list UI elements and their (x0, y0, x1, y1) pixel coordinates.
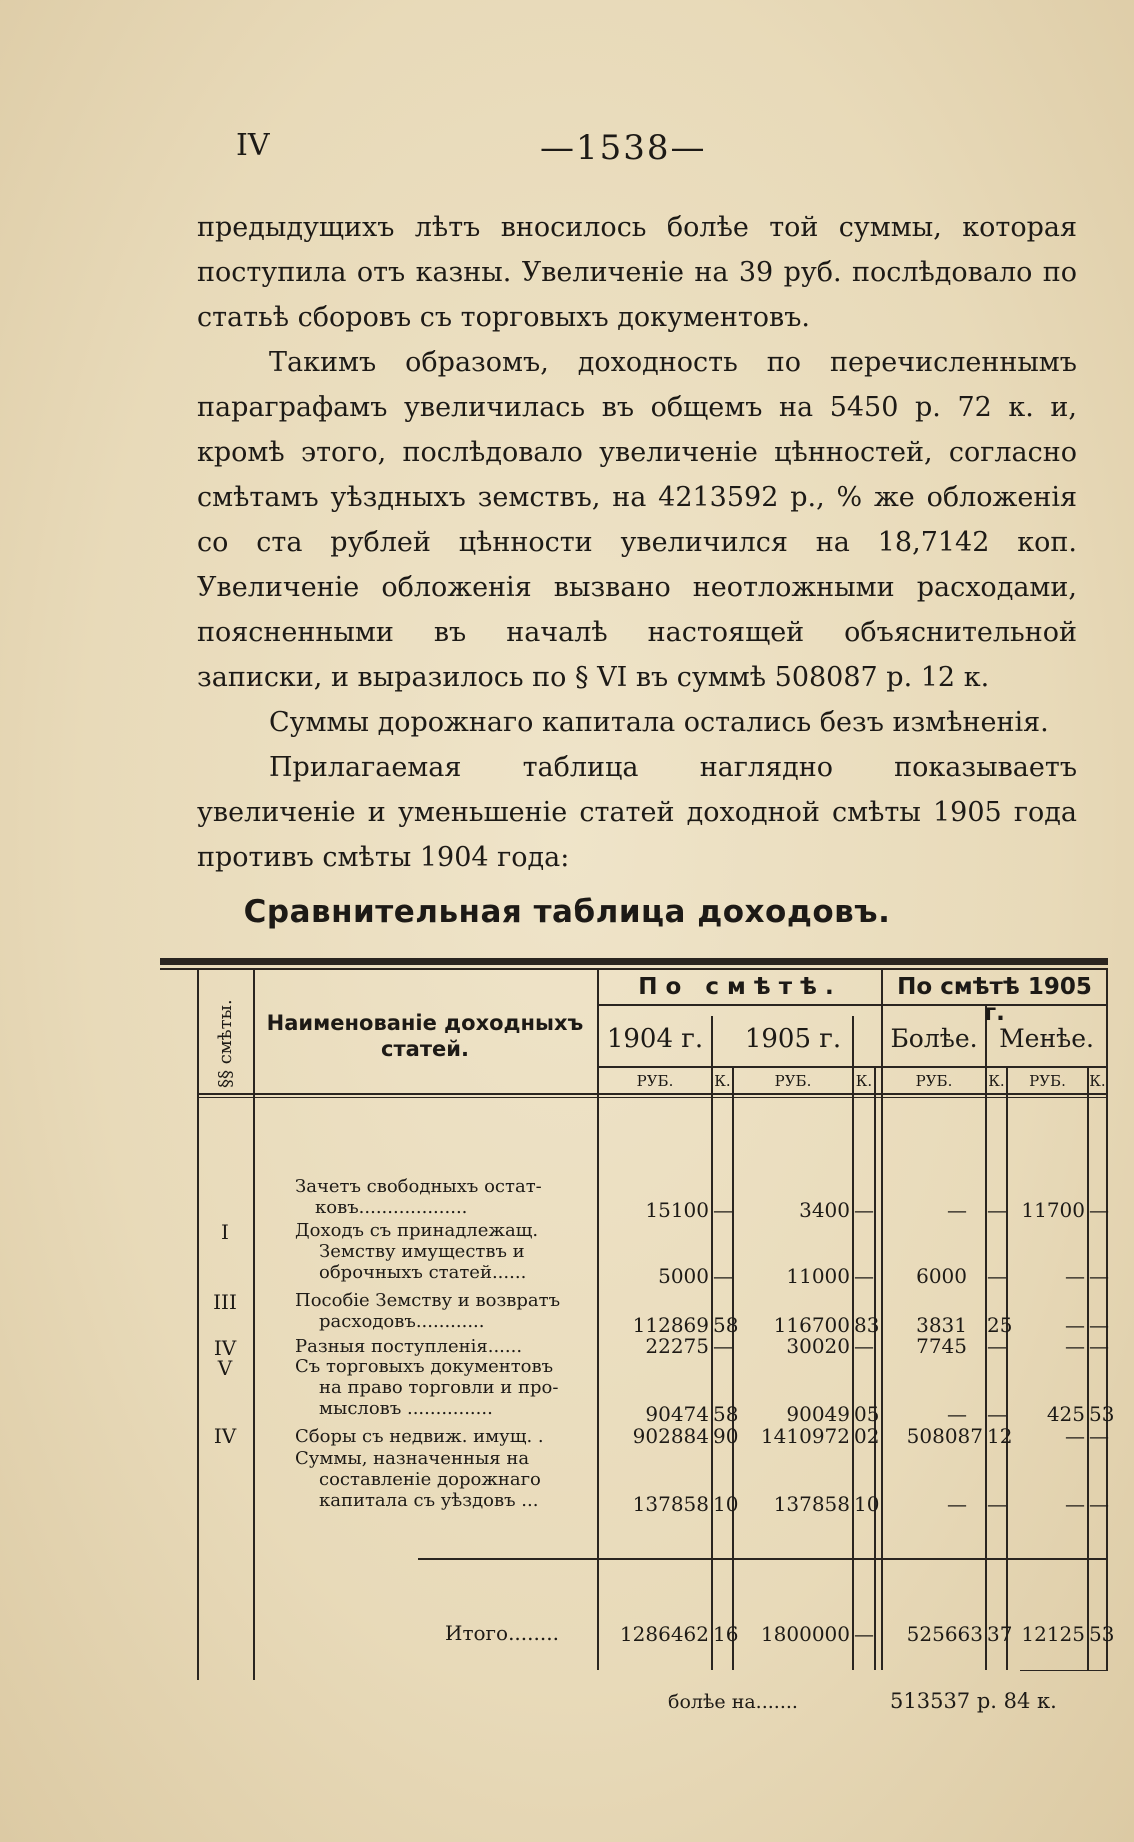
value-1905: 3400 (799, 1198, 850, 1222)
page-header (0, 128, 1134, 168)
total-kop: 16 (713, 1622, 739, 1646)
row-name-line: оброчныхъ статей...... (319, 1262, 527, 1283)
value-less: 425 (1046, 1402, 1085, 1426)
kop-value: 53 (1089, 1402, 1115, 1426)
kop-value: — (1089, 1313, 1109, 1337)
total-rule-bottom (1020, 1670, 1108, 1671)
page-number: —1538— (540, 128, 707, 168)
row-name (295, 1220, 595, 1283)
kop-1904: К. (714, 1072, 731, 1090)
value-1905: 116700 (773, 1313, 850, 1337)
row-divider-thin (197, 1097, 1108, 1098)
row-name-line: расходовъ............ (319, 1311, 485, 1332)
row-section: I (221, 1220, 229, 1244)
value-1904: 137858 (632, 1492, 709, 1516)
col-divider (732, 1068, 734, 1670)
value-more: 6000 (916, 1264, 967, 1288)
row-name-line: на право торговли и про- (319, 1377, 559, 1398)
estimate-group-header: По смѣтѣ. (638, 974, 842, 1000)
kop-value: — (713, 1334, 733, 1358)
total-1905: 1800000 (760, 1622, 850, 1646)
kop-value: 58 (713, 1402, 739, 1426)
footer-label: болѣе на....... (668, 1691, 798, 1713)
kop-more: К. (988, 1072, 1005, 1090)
table-title: Сравнительная таблица доходовъ. (243, 894, 891, 930)
row-section: III (213, 1290, 237, 1314)
value-less: — (1065, 1264, 1085, 1288)
value-more: 7745 (916, 1334, 967, 1358)
row-name (295, 1426, 595, 1447)
total-kop: 53 (1089, 1622, 1115, 1646)
paragraph: Суммы дорожнаго капитала остались безъ измѣненія. (269, 707, 1049, 738)
row-name-line: Суммы, назначенныя на (295, 1448, 530, 1469)
kop-value: 58 (713, 1313, 739, 1337)
total-kop: 37 (987, 1622, 1013, 1646)
row-name-line: Земству имуществъ и (319, 1241, 525, 1262)
value-more: — (947, 1402, 967, 1426)
kop-value: 10 (854, 1492, 880, 1516)
kop-value: — (854, 1334, 874, 1358)
rub-more: РУБ. (915, 1072, 953, 1090)
total-more: 525663 (906, 1622, 983, 1646)
col-divider (1087, 1068, 1089, 1670)
kop-value: — (987, 1198, 1007, 1222)
kop-value: 90 (713, 1424, 739, 1448)
row-name-line: Съ торговыхъ документовъ (295, 1356, 554, 1377)
value-1905: 1410972 (760, 1424, 850, 1448)
value-more: 3831 (916, 1313, 967, 1337)
row-name-line: Сборы съ недвиж. имущ. . (295, 1426, 544, 1447)
section-header-svg (197, 972, 253, 1092)
paragraph: Такимъ образомъ, доходность по перечисленнымъ параграфамъ увеличилась въ общемъ на 5450 р. 72 к. и, кромѣ этого, послѣдовало увеличеніе цѣнностей, согласно смѣтамъ уѣздныхъ земствъ, на 4213592 р., % же обложенія со ста рублей цѣнности увеличился на 18,7142 коп. Увеличеніе обложенія вызвано неотложными расходами, поясненными въ началѣ настоящей объяснительной записки, и выразилось по § VI въ суммѣ 508087 р. 12 к. (197, 347, 1077, 693)
total-1904: 1286462 (619, 1622, 709, 1646)
kop-value: — (713, 1198, 733, 1222)
kop-1905: К. (855, 1072, 873, 1090)
value-more: — (947, 1492, 967, 1516)
value-1905: 137858 (773, 1492, 850, 1516)
kop-value: — (1089, 1198, 1109, 1222)
kop-value: 05 (854, 1402, 880, 1426)
kop-value: — (987, 1264, 1007, 1288)
row-name-line: ковъ................... (315, 1197, 468, 1218)
value-less: — (1065, 1313, 1085, 1337)
rub-1905: РУБ. (774, 1072, 812, 1090)
footer-value: 513537 р. 84 к. (890, 1689, 1057, 1713)
row-name-line: Зачетъ свободныхъ остат- (295, 1176, 542, 1197)
year-1904-header: 1904 г. (606, 1024, 704, 1054)
kop-value: — (987, 1334, 1007, 1358)
kop-value: 83 (854, 1313, 880, 1337)
value-more: 508087 (906, 1424, 983, 1448)
more-header: Болѣе. (890, 1024, 978, 1053)
kop-value: 12 (987, 1424, 1013, 1448)
kop-value: — (1089, 1334, 1109, 1358)
value-1904: 112869 (632, 1313, 709, 1337)
row-section: V (217, 1356, 233, 1380)
paragraph: Прилагаемая таблица наглядно показываетъ увеличеніе и уменьшеніе статей доходной смѣты 1905 года противъ смѣты 1904 года: (197, 752, 1077, 873)
value-1904: 5000 (658, 1264, 709, 1288)
kop-value: — (1089, 1492, 1109, 1516)
year-1905-header: 1905 г. (744, 1024, 842, 1054)
1905-group-header: По смѣтѣ 1905 г. (897, 974, 1092, 1026)
kop-value: — (713, 1264, 733, 1288)
comparison-table (160, 958, 1115, 1713)
name-header: Наименованіе доходныхъ статей. (266, 1011, 584, 1061)
kop-value: — (987, 1492, 1007, 1516)
body-text (197, 205, 1077, 880)
rub-less: РУБ. (1029, 1072, 1066, 1090)
value-1905: 90049 (786, 1402, 850, 1426)
kop-value: — (987, 1402, 1007, 1426)
row-divider (197, 1093, 1108, 1095)
value-less: — (1065, 1424, 1085, 1448)
value-1904: 22275 (645, 1334, 709, 1358)
kop-value: — (1089, 1424, 1109, 1448)
value-less: — (1065, 1334, 1085, 1358)
row-name-line: Разныя поступленія...... (295, 1336, 523, 1357)
kop-value: — (854, 1198, 874, 1222)
row-name-line: Доходъ съ принадлежащ. (295, 1220, 539, 1241)
total-less: 12125 (1021, 1622, 1085, 1646)
total-label: Итого........ (445, 1621, 559, 1645)
col-divider (1006, 1068, 1008, 1670)
row-name (295, 1448, 595, 1511)
row-section: IV (213, 1336, 237, 1360)
rub-1904: РУБ. (636, 1072, 674, 1090)
row-name (295, 1290, 595, 1332)
value-1904: 15100 (645, 1198, 709, 1222)
total-kop: — (854, 1622, 874, 1646)
value-less: 11700 (1021, 1198, 1085, 1222)
row-name (295, 1356, 595, 1419)
value-more: — (947, 1198, 967, 1222)
kop-less: К. (1089, 1072, 1106, 1090)
value-1904: 902884 (632, 1424, 709, 1448)
row-divider (597, 1066, 1108, 1068)
table-top-rule (160, 958, 1108, 965)
less-header: Менѣе. (999, 1024, 1094, 1053)
row-name (295, 1336, 595, 1357)
row-name-line: мысловъ ............... (319, 1398, 493, 1419)
section-header (197, 972, 253, 1092)
row-name-line: капитала съ уѣздовъ ... (319, 1490, 539, 1511)
value-1904: 90474 (645, 1402, 709, 1426)
col-divider (874, 1068, 876, 1670)
value-1905: 11000 (786, 1264, 850, 1288)
kop-value: — (1089, 1264, 1109, 1288)
section-header-text: §§ смѣты. (215, 999, 236, 1088)
value-less: — (1065, 1492, 1085, 1516)
kop-value: 02 (854, 1424, 880, 1448)
col-divider (253, 970, 255, 1680)
paragraph: предыдущихъ лѣтъ вносилось болѣе той суммы, которая поступила отъ казны. Увеличеніе на 39 руб. послѣдовало по статьѣ сборовъ съ торговыхъ документовъ. (197, 212, 1077, 333)
row-name (295, 1176, 595, 1218)
total-rule (418, 1558, 1108, 1560)
kop-value: 25 (987, 1313, 1013, 1337)
row-section: IV (213, 1424, 237, 1448)
kop-value: — (854, 1264, 874, 1288)
table-top-rule-thin (160, 968, 1108, 970)
row-name-line: Пособіе Земству и возвратъ (295, 1290, 561, 1311)
row-name-line: составленіе дорожнаго (319, 1469, 541, 1490)
value-1905: 30020 (786, 1334, 850, 1358)
kop-value: 10 (713, 1492, 739, 1516)
page-roman-numeral: IV (236, 128, 270, 163)
